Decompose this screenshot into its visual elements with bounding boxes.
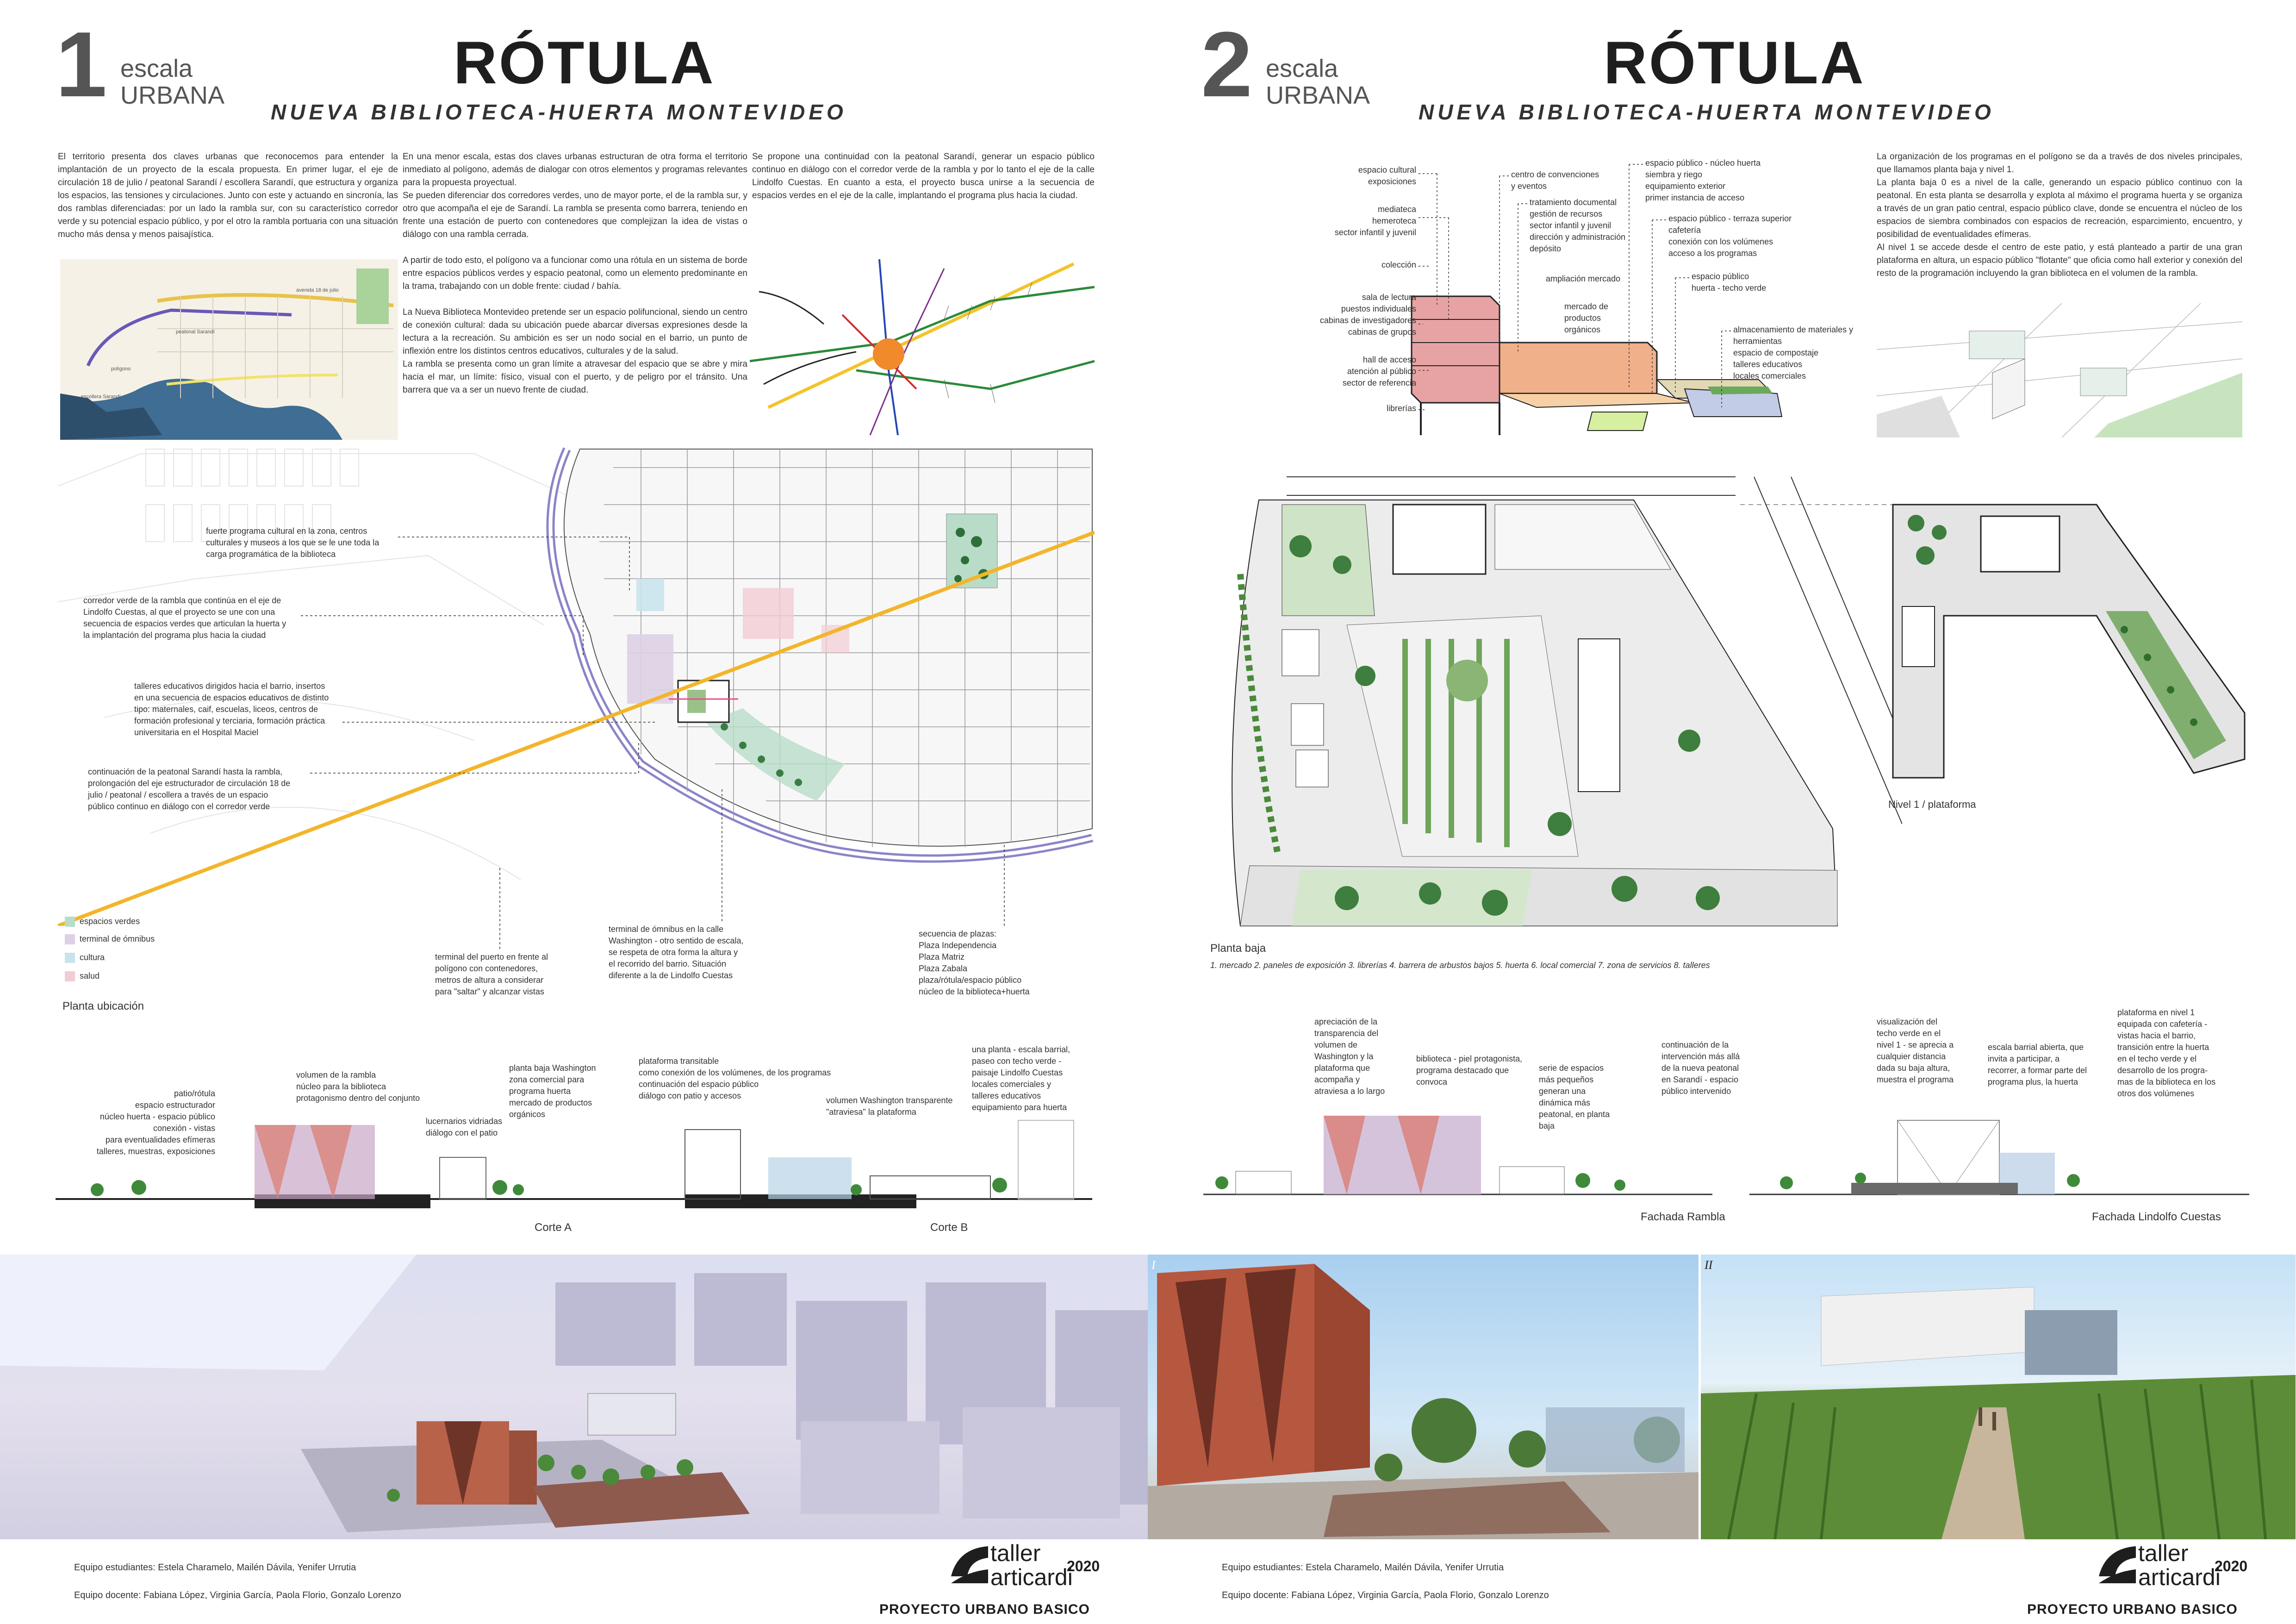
render-i-drawing: [1148, 1255, 1699, 1539]
logo-year: 2020: [1067, 1558, 1100, 1574]
axo-label-lectura: sala de lectura puestos individuales cabinas de investigadores cabinas de grupos: [1319, 293, 1416, 337]
annotation-corredor-verde: corredor verde de la rambla que continúa en el eje de Lindolfo Cuestas, al que el proyecto se une con una secuencia de espacios verdes que articulan la huerta y la implantación del programa plus hacia la ciudad: [83, 596, 286, 640]
footer-teachers: Equipo docente: Fabiana López, Virginia García, Paola Florio, Gonzalo Lorenzo: [1222, 1590, 1549, 1600]
corte-a-note-lucernarios: lucernarios vidriadas diálogo con el patio: [426, 1117, 503, 1137]
footer-teachers: Equipo docente: Fabiana López, Virginia García, Paola Florio, Gonzalo Lorenzo: [74, 1590, 401, 1600]
render-i-label: I: [1151, 1258, 1156, 1272]
legend-salud: salud: [80, 971, 100, 981]
context-aerial-drawing: [1877, 303, 2242, 437]
axo-label-ampliacion: ampliación mercado: [1546, 274, 1621, 283]
escala-label: escala: [1266, 55, 1338, 82]
fachada-rambla-note-4: continuación de la intervención más allá de la nueva peatonal en Sarandí - espacio público intervenido: [1661, 1040, 1740, 1096]
corte-a-note-washington: planta baja Washington zona comercial para programa huerta mercado de productos orgánicos: [509, 1063, 596, 1119]
fachada-rambla-note-2: biblioteca - piel protagonista, programa destacado que convoca: [1416, 1054, 1523, 1087]
taller-logo-icon: [2097, 1544, 2138, 1586]
render-ii: [1701, 1255, 2296, 1539]
annotation-cultura: fuerte programa cultural en la zona, centros culturales y museos a los que se le une toda la carga programática de la biblioteca: [206, 526, 380, 559]
fachada-rambla-note-1: apreciación de la transparencia del volumen de Washington y la plataforma que acompaña y atraviesa a lo largo: [1314, 1017, 1385, 1096]
planta-baja-label: Planta baja: [1210, 942, 1266, 955]
axo-label-cultural: espacio cultural exposiciones: [1358, 165, 1416, 186]
logo-course: PROYECTO URBANO BASICO: [2027, 1602, 2238, 1617]
escala-label: escala: [120, 55, 193, 82]
axo-label-terraza: espacio público - terraza superior cafetería conexión con los volúmenes acceso a los programas: [1668, 214, 1792, 258]
annotation-omnibus: terminal de ómnibus en la calle Washington - otro sentido de escala, se respeta de otra forma la altura y el recorrido del barrio. Situación diferente a la de Lindolfo Cuestas: [609, 924, 744, 980]
planta-baja-drawing: [1208, 463, 1902, 931]
legend-swatch-terminal: [65, 934, 75, 944]
sheet-number: 2: [1201, 13, 1253, 116]
axo-label-mediateca: mediateca hemeroteca sector infantil y juvenil: [1334, 205, 1416, 237]
footer-students: Equipo estudiantes: Estela Charamelo, Mailén Dávila, Yenifer Urrutia: [1222, 1562, 1504, 1573]
axo-label-librerias: librerías: [1386, 404, 1416, 413]
logo-taller: taller: [2138, 1540, 2189, 1566]
legend-terminal: terminal de ómnibus: [80, 934, 155, 943]
intro-paragraph-2: En una menor escala, estas dos claves urbanas estructuran de otra forma el territorio inmediato al polígono, además de dialogar con otros elementos y programas relevantes para la propuesta proyectual. Se pueden diferenciar dos corredores verdes, uno de mayor porte, el de la rambla sur, y otro que acompaña el eje de Sarandí. La rambla se presenta como barrera, teniendo en frente una estación de puerto con contenedores que complejizan la idea de vistas o diálogo con una rambla cerrada. A partir de todo esto, el polígono va a funcionar como una rótula en un sistema de borde entre espacios públicos verdes y espacio peatonal, como un elemento predominante en la trama, trabajando con un doble frente: ciudad / bahía. La Nueva Biblioteca Montevideo pretende ser un espacio polifuncional, siendo un centro de conexión cultural: dada su ubicación puede abarcar diversas expresiones desde la lectura a la recreación. Su ambición es ser un nodo social en el barrio, un punto de inflexión entre los distintos centros educativos, culturales y de la salud. La rambla se presenta como un gran límite a atravesar del espacio que se abre y mira hacia el mar, un límite: físico, visual con el puerto, y de peligro por el tránsito. Una barrera que va a ser un nuevo frente de ciudad.: [403, 152, 747, 395]
legend-swatch-cultura: [65, 953, 75, 963]
footer-students: Equipo estudiantes: Estela Charamelo, Mailén Dávila, Yenifer Urrutia: [74, 1562, 356, 1573]
page-subtitle: NUEVA BIBLIOTECA-HUERTA MONTEVIDEO: [271, 100, 847, 124]
nivel-1-plan: [1888, 500, 2249, 787]
plan-caption: Planta ubicación: [62, 1000, 144, 1012]
fachada-lc-note-1: visualización del techo verde en el nivel 1 - se aprecia a cualquier distancia dada su baja altura, muestra el programa: [1877, 1017, 1954, 1084]
aerial-render: [0, 1255, 1148, 1539]
axo-label-coleccion: colección: [1381, 260, 1416, 269]
panel-urbana-2: [1148, 0, 2296, 1624]
render-ii-drawing: [1701, 1255, 2296, 1539]
map-label-poligono: polígono: [111, 366, 131, 372]
map-label-sarandi: peatonal Sarandí: [176, 329, 215, 335]
fachada-lc-label: Fachada Lindolfo Cuestas: [2092, 1211, 2221, 1223]
sheet-number: 1: [56, 13, 107, 116]
corte-b-note-plataforma: plataforma transitable como conexión de los volúmenes, de los programas continuación del espacio público diálogo con patio y accesos: [639, 1056, 831, 1100]
logo-year: 2020: [2215, 1558, 2248, 1574]
corte-b-note-escala: una planta - escala barrial, paseo con techo verde - paisaje Lindolfo Cuestas locales comerciales y talleres educativos equipamiento para huerta: [972, 1045, 1070, 1112]
program-intro-text: La organización de los programas en el polígono se da a través de dos niveles principales, que llamamos planta baja y nivel 1. La planta baja 0 es a nivel de la calle, generando un espacio público continuo con la peatonal. En esta planta se desarrolla y explota al máximo el programa huerta y se organiza a través de un gran patio central, espacio público clave, donde se encuentra el núcleo de los espacios de siembra combinados con espacios de recreación, esparcimiento, encuentro, y posibilidad de eventualidades efímeras. Al nivel 1 se accede desde el centro de este patio, y está planteado a partir de una gran plataforma en altura, un espacio público "flotante" que oficia como hall exterior y conexión del resto de la programación incluyendo la gran biblioteca en el volumen de la rambla.: [1877, 152, 2242, 278]
axo-label-almacenamiento: almacenamiento de materiales y herramientas espacio de compostaje talleres educativos locales comerciales: [1733, 325, 1854, 381]
corte-b-label: Corte B: [930, 1221, 968, 1234]
logo-articardi: articardi: [990, 1564, 1073, 1590]
annotation-talleres: talleres educativos dirigidos hacia el barrio, insertos en una secuencia de espacios educativos de distinto tipo: maternales, caif, escuelas, liceos, centros de formación profesional y terciaria, formación práctica universitaria en el Hospital Maciel: [134, 681, 329, 737]
axo-label-hall: hall de acceso atención al público sector de referencia: [1342, 355, 1416, 387]
fachada-lc-note-3: plataforma en nivel 1 equipada con cafetería - vistas hacia el barrio, transición entre la huerta en el techo verde y el desarrollo de los progra- mas de la biblioteca en los otros dos volúmenes: [2117, 1008, 2216, 1098]
page-title: RÓTULA: [454, 29, 716, 96]
corte-b-note-volumen: volumen Washington transparente "atraviesa" la plataforma: [826, 1096, 953, 1117]
annotation-peatonal: continuación de la peatonal Sarandí hasta la rambla, prolongación del eje estructurador de circulación 18 de julio / peatonal / escollera a través de un espacio público continuo en diálogo con el corredor verde: [88, 767, 291, 811]
axo-label-convenciones: centro de convenciones y eventos: [1511, 170, 1599, 191]
fachada-lc-note-2: escala barrial abierta, que invita a participar, a recorrer, a formar parte del programa plus, la huerta: [1988, 1043, 2087, 1087]
corte-a-note-patio: patio/rótula espacio estructurador núcleo huerta - espacio público conexión - vistas para eventualidades efímeras talleres, muestras, exposiciones: [96, 1089, 215, 1156]
logo-taller: taller: [990, 1540, 1041, 1566]
legend-verdes: espacios verdes: [80, 917, 140, 926]
urbana-label: URBANA: [120, 81, 225, 109]
planta-baja-legend: 1. mercado 2. paneles de exposición 3. librerías 4. barrera de arbustos bajos 5. huerta 6. local comercial 7. zona de servicios 8. talleres: [1210, 961, 1710, 970]
page-title: RÓTULA: [1604, 29, 1866, 96]
intro-paragraph-1: El territorio presenta dos claves urbanas que reconocemos para entender la implantación de un proyecto de la escala propuesta. En primer lugar, el eje de circulación 18 de julio / peatonal Sarandí / escollera Sarandí, que estructura y organiza los espacios, las tensiones y circulaciones. Junto con este y actuando en sincronía, las dos ramblas diferenciadas: por un lado la rambla sur, con su característico corredor verde y su potencial espacio público, y por el otro la rambla portuaria con una situación mucho más densa y menos paisajística.: [58, 152, 401, 239]
fachadas-drawing: [1203, 1083, 2249, 1213]
render-ii-label: II: [1705, 1258, 1713, 1272]
planta-baja-plan: [1208, 463, 1902, 931]
logo-articardi: articardi: [2138, 1564, 2221, 1590]
aerial-render-drawing: [0, 1255, 1148, 1539]
page-subtitle: NUEVA BIBLIOTECA-HUERTA MONTEVIDEO: [1419, 100, 1995, 124]
render-i: [1148, 1255, 1699, 1539]
map-label-18-julio: avenida 18 de julio: [296, 287, 339, 293]
annotation-plazas: secuencia de plazas: Plaza Independencia Plaza Matriz Plaza Zabala plaza/rótula/espacio público núcleo de la biblioteca+huerta: [919, 929, 1030, 996]
annotation-puerto: terminal del puerto en frente al polígono con contenedores, metros de altura a considerar para "saltar" y alcanzar vistas: [435, 952, 548, 996]
nivel-1-label: Nivel 1 / plataforma: [1888, 799, 1976, 810]
urbana-label: URBANA: [1266, 81, 1370, 109]
map-label-escollera: escollera Sarandí: [81, 394, 121, 400]
legend-cultura: cultura: [80, 953, 105, 962]
corte-a-note-volumen: volumen de la rambla núcleo para la biblioteca protagonismo dentro del conjunto: [296, 1070, 420, 1103]
axo-label-documental: tratamiento documental gestión de recursos sector infantil y juvenil dirección y administración depósito: [1530, 198, 1626, 253]
legend-swatch-verdes: [65, 917, 75, 927]
taller-logo-icon: [949, 1544, 990, 1586]
axo-label-nucleo-huerta: espacio público - núcleo huerta siembra y riego equipamiento exterior primer instancia de acceso: [1645, 158, 1761, 202]
axo-label-techo-verde: espacio público huerta - techo verde: [1692, 272, 1767, 293]
fachada-rambla-note-3: serie de espacios más pequeños generan una dinámica más peatonal, en planta baja: [1539, 1063, 1610, 1131]
annotation-leaders: [0, 0, 1148, 1065]
axo-label-mercado: mercado de productos orgánicos: [1564, 302, 1609, 334]
context-aerial: [1877, 303, 2242, 437]
corte-a-label: Corte A: [535, 1221, 572, 1234]
nivel-1-drawing: [1888, 500, 2249, 787]
legend-swatch-salud: [65, 971, 75, 981]
intro-paragraph-3: Se propone una continuidad con la peatonal Sarandí, generar un espacio público continuo en diálogo con el corredor verde de la rambla y por lo tanto el eje de la calle Lindolfo Cuestas. En cuanto a esta, el proyecto busca unirse a la secuencia de espacios verdes en el eje de la calle, implantando el programa plus hacia la ciudad.: [752, 152, 1097, 200]
logo-course: PROYECTO URBANO BASICO: [879, 1602, 1090, 1617]
fachada-rambla-label: Fachada Rambla: [1641, 1211, 1725, 1223]
